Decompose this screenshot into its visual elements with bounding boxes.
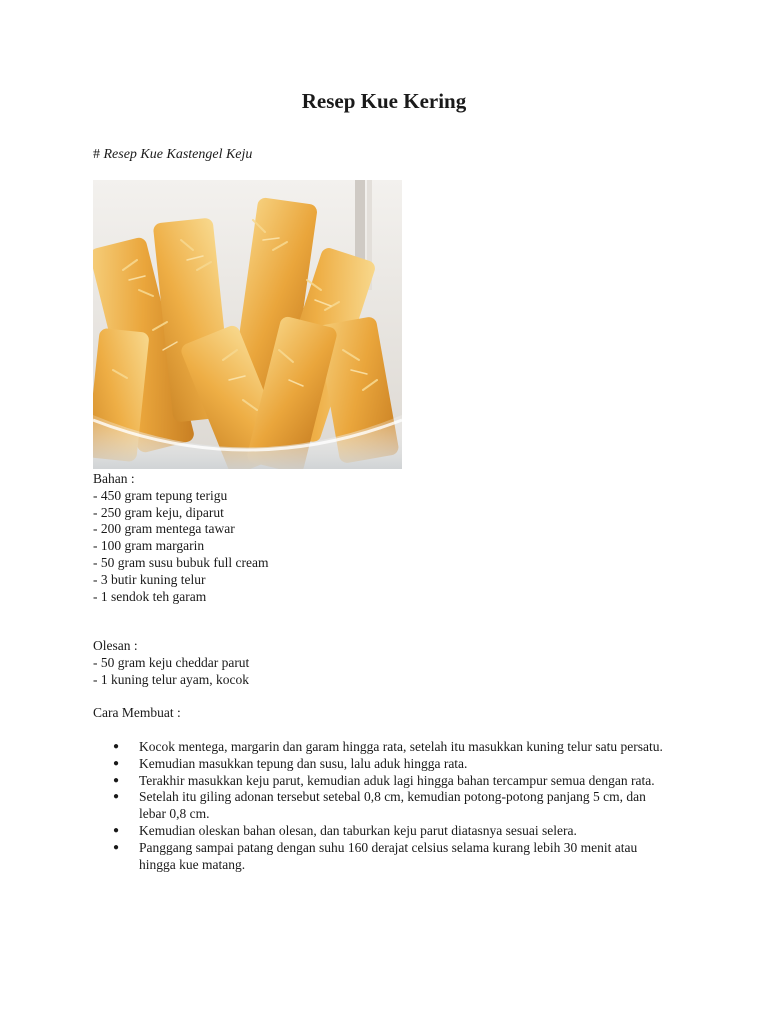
list-item: - 100 gram margarin xyxy=(93,538,205,554)
bullet-icon: ● xyxy=(113,841,120,853)
bullet-icon: ● xyxy=(113,774,120,786)
bullet-icon: ● xyxy=(113,791,120,803)
bullet-icon: ● xyxy=(113,824,120,836)
list-item: - 1 sendok teh garam xyxy=(93,588,207,604)
cara-heading: Cara Membuat : xyxy=(93,705,181,720)
list-item: - 200 gram mentega tawar xyxy=(93,521,235,537)
step-text: Kemudian oleskan bahan olesan, dan taburkan keju parut diatasnya sesuai selera. xyxy=(139,822,577,838)
subtitle-text: Resep Kue Kastengel Keju xyxy=(103,147,253,162)
step-text: Kocok mentega, margarin dan garam hingga rata, setelah itu masukkan kuning telur satu persatu. xyxy=(139,739,663,754)
step-text: Setelah itu giling adonan tersebut setebal 0,8 cm, kemudian potong-potong panjang 5 cm, dan lebar 0,8 cm. xyxy=(139,789,646,822)
olesan-heading: Olesan : xyxy=(93,638,138,653)
bullet-icon: ● xyxy=(113,741,120,752)
subtitle-hash: # xyxy=(93,147,100,162)
list-item xyxy=(93,823,693,840)
list-item: - 50 gram keju cheddar parut xyxy=(93,654,250,670)
list-item xyxy=(93,840,693,874)
list-item xyxy=(93,739,693,756)
list-item: - 450 gram tepung terigu xyxy=(93,487,228,503)
list-item: - 50 gram susu bubuk full cream xyxy=(93,554,269,570)
bahan-section xyxy=(93,471,268,605)
list-item: - 3 butir kuning telur xyxy=(93,571,206,587)
cara-steps-list xyxy=(93,739,693,873)
step-text: Kemudian masukkan tepung dan susu, lalu aduk hingga rata. xyxy=(139,755,468,771)
step-text: Terakhir masukkan keju parut, kemudian aduk lagi hingga bahan tercampur semua dengan rata. xyxy=(139,772,655,788)
list-item xyxy=(93,756,693,773)
bahan-heading: Bahan : xyxy=(93,471,135,486)
list-item: - 250 gram keju, diparut xyxy=(93,504,224,520)
list-item: - 1 kuning telur ayam, kocok xyxy=(93,671,249,687)
list-item xyxy=(93,773,693,790)
olesan-section xyxy=(93,638,249,688)
step-text: Panggang sampai patang dengan suhu 160 derajat celsius selama kurang lebih 30 menit atau hingga kue matang. xyxy=(139,839,638,872)
list-item xyxy=(93,789,693,823)
page-title: Resep Kue Kering xyxy=(301,89,467,113)
kastengel-photo xyxy=(93,180,402,469)
bullet-icon: ● xyxy=(113,757,120,769)
recipe-subtitle xyxy=(93,146,252,164)
